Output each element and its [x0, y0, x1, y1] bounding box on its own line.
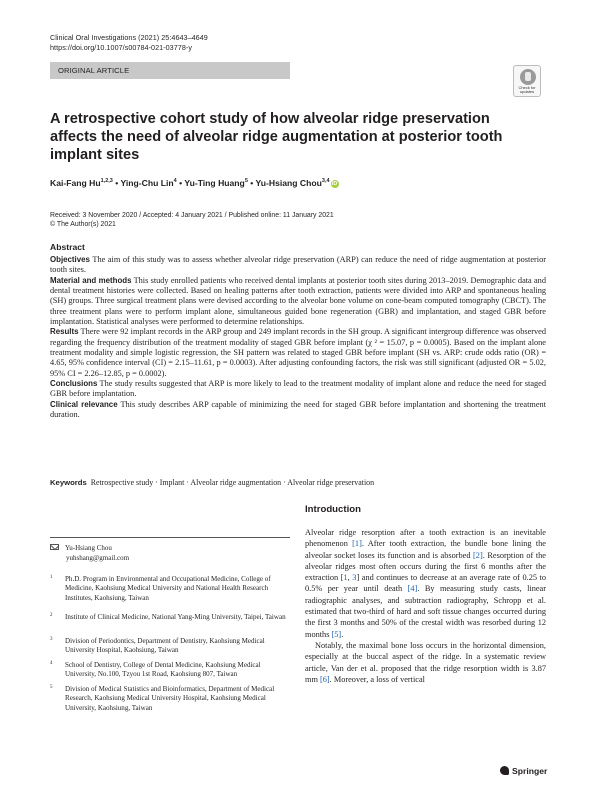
author-name[interactable]: Yu-Ting Huang	[184, 178, 245, 188]
correspondence-author	[50, 544, 112, 553]
affiliation-number: 3	[50, 637, 53, 642]
intro-paragraph	[305, 527, 546, 640]
journal-doi[interactable]: https://doi.org/10.1007/s00784-021-03778-y	[50, 42, 192, 52]
results-label: Results	[50, 327, 79, 337]
objectives-text: The aim of this study was to assess whether alveolar ridge preservation (ARP) can reduce the need of ridge augmentation at posterior tooth sites.	[50, 255, 546, 275]
abstract-results	[50, 327, 546, 379]
keywords-label: Keywords	[50, 478, 87, 487]
author-name[interactable]: Yu-Hsiang Chou	[255, 178, 322, 188]
abstract-methods	[50, 276, 546, 328]
intro-text: . By measuring study casts, linear radiographic analyses, and subtraction radiography, Schropp et al. estimated that two-third of hard and soft tissue changes occurred during the first 3 months and 50% of the crestal width was resorbed during 12 months	[305, 584, 546, 639]
affiliation-text: School of Dentistry, College of Dental Medicine, Kaohsiung Medical University, No.100, Tzyou 1st Road, Kaohsiung 807, Taiwan	[65, 661, 261, 679]
author-list	[50, 178, 339, 188]
affiliation-item	[50, 637, 290, 657]
intro-text: ,	[347, 573, 353, 583]
correspondence-name: Yu-Hsiang Chou	[65, 544, 112, 552]
publisher-name: Springer	[512, 766, 548, 776]
journal-citation: Clinical Oral Investigations (2021) 25:4643–4649	[50, 33, 208, 42]
affiliation-item	[50, 575, 290, 611]
author-affil-sup: 4	[173, 178, 177, 185]
intro-paragraph	[305, 640, 546, 685]
abstract-body	[50, 255, 546, 421]
crossmark-icon	[520, 69, 536, 85]
citation-link[interactable]: [2]	[473, 550, 483, 560]
introduction-heading: Introduction	[305, 504, 361, 515]
intro-text: Notably, the maximal bone loss occurs in the horizontal dimension, especially at the buccal aspect of the ridge. In a systematic review article, Van der et al. proposed that the ridge resorption width is 3.87 mm	[305, 640, 546, 684]
springer-horse-icon	[500, 766, 509, 775]
abstract-heading: Abstract	[50, 242, 85, 252]
keywords	[50, 478, 374, 487]
relevance-label: Clinical relevance	[50, 399, 118, 409]
publisher-logo	[500, 766, 547, 776]
author-name[interactable]: Kai-Fang Hu	[50, 178, 101, 188]
intro-text: Alveolar ridge resorption after a tooth extraction is an inevitable phenomenon	[305, 528, 546, 549]
citation-link[interactable]: [6]	[319, 674, 330, 684]
crossmark-text: Check for updates	[518, 85, 536, 95]
footnote-divider	[50, 537, 290, 538]
citation-link[interactable]: 1	[343, 573, 348, 583]
citation-link[interactable]: [1]	[352, 539, 362, 549]
journal-header	[50, 33, 208, 52]
affiliation-text: Division of Medical Statistics and Bioinformatics, Department of Medical Research, Kaohsiung Medical University Hospital, Kaohsiung Medical University, Kaohsiung, Taiwan	[65, 685, 275, 712]
results-text: There were 92 implant records in the ARP group and 249 implant records in the SH group. A significant intergroup difference was observed regarding the frequency distribution of the treatment modality of staged GBR before implant (χ ² = 15.07, p = 0.0005). Based on the implant alone treatment modality and simple logistic regression, the SH pattern was related to staged GBR before implant (SH vs. ARP: crude odds ratio (OR) = 4.65, 95% confidence interval (CI) = 2.15–11.61, p = 0.0003). After adjusting confounding factors, the risk was still significant (adjusted OR = 5.02, 95% CI = 2.26–12.85, p = 0.0002).	[50, 327, 546, 378]
article-dates	[50, 211, 334, 230]
section-label: ORIGINAL ARTICLE	[58, 66, 130, 75]
author-name[interactable]: Ying-Chu Lin	[120, 178, 174, 188]
affiliation-text: Division of Periodontics, Department of Dentistry, Kaohsiung Medical University Hospital, Kaohsiung, Taiwan	[65, 637, 265, 655]
intro-text: . After tooth extraction, the bundle bone lining the alveolar socket loses its function and is absorbed	[305, 539, 546, 560]
abstract-relevance	[50, 400, 546, 421]
citation-link[interactable]: [4]	[407, 584, 418, 594]
intro-text: .	[341, 629, 344, 639]
methods-label: Material and methods	[50, 275, 132, 285]
affiliation-text: Ph.D. Program in Environmental and Occupational Medicine, College of Medicine, Kaohsiung Medical University and National Health Research Institutes, Kaohsiung, Taiwan	[65, 575, 271, 602]
intro-text: . Moreover, a loss of vertical	[329, 674, 425, 684]
affiliation-text: Institute of Clinical Medicine, National Yang-Ming University, Taipei, Taiwan	[65, 613, 286, 621]
affiliation-item	[50, 685, 290, 721]
abstract-objectives	[50, 255, 546, 276]
keywords-text: Retrospective study · Implant · Alveolar ridge augmentation · Alveolar ridge preservation	[90, 478, 375, 487]
orcid-icon[interactable]: iD	[331, 180, 338, 187]
intro-text: ] and continues to decrease at an average rate of 0.25 to 0.5% per year until death	[305, 573, 547, 594]
author-affil-sup: 3,4	[321, 178, 330, 185]
affiliation-number: 4	[50, 661, 53, 666]
correspondence-email[interactable]: yuhshang@gmail.com	[66, 554, 130, 562]
copyright-line: © The Author(s) 2021	[50, 221, 116, 229]
history-dates: Received: 3 November 2020 / Accepted: 4 January 2021 / Published online: 11 January 2021	[50, 212, 334, 219]
conclusions-text: The study results suggested that ARP is more likely to lead to the treatment modality of implant alone and reduce the need for staged GBR before implantation.	[50, 379, 546, 399]
affiliation-number: 2	[50, 613, 53, 618]
objectives-label: Objectives	[50, 255, 90, 264]
crossmark-badge[interactable]	[513, 65, 541, 97]
author-separator: •	[247, 178, 256, 188]
intro-text: . Resorption of the alveolar ridges most often occurs during the first 6 months after the extraction [	[305, 550, 546, 583]
envelope-icon	[50, 544, 59, 550]
methods-text: This study enrolled patients who received dental implants at posterior tooth sites during 2013–2019. Demographic data and dental treatment histories were collected. Based on healing patterns after tooth extraction, patients were divided into ARP and spontaneous healing (SH) groups. Three surgical treatment plans were devised according to the alveolar bone volume on cone-beam computed tomography (CBCT). The three treatment plans were to perform implant alone, simultaneous guided bone regeneration (GBR) and implantation, and staged GBR before implantation. Statistical analyses were performed to determine relationships.	[50, 275, 546, 327]
conclusions-label: Conclusions	[50, 379, 98, 389]
author-separator: •	[112, 178, 121, 188]
citation-link[interactable]: 3	[352, 573, 357, 583]
author-affil-sup: 5	[244, 178, 248, 185]
article-title: A retrospective cohort study of how alveolar ridge preservation affects the need of alveolar ridge augmentation at posterior tooth implant sites	[50, 111, 503, 164]
abstract-conclusions	[50, 379, 546, 400]
introduction-body	[305, 527, 546, 685]
affiliation-item	[50, 613, 290, 633]
citation-link[interactable]: [5]	[331, 629, 342, 639]
author-separator: •	[176, 178, 185, 188]
relevance-text: This study describes ARP capable of minimizing the need for staged GBR before implantation and shortening the treatment duration.	[50, 399, 547, 420]
affiliation-number: 1	[50, 575, 53, 580]
affiliation-number: 5	[50, 685, 53, 690]
author-affil-sup: 1,2,3	[100, 178, 113, 185]
